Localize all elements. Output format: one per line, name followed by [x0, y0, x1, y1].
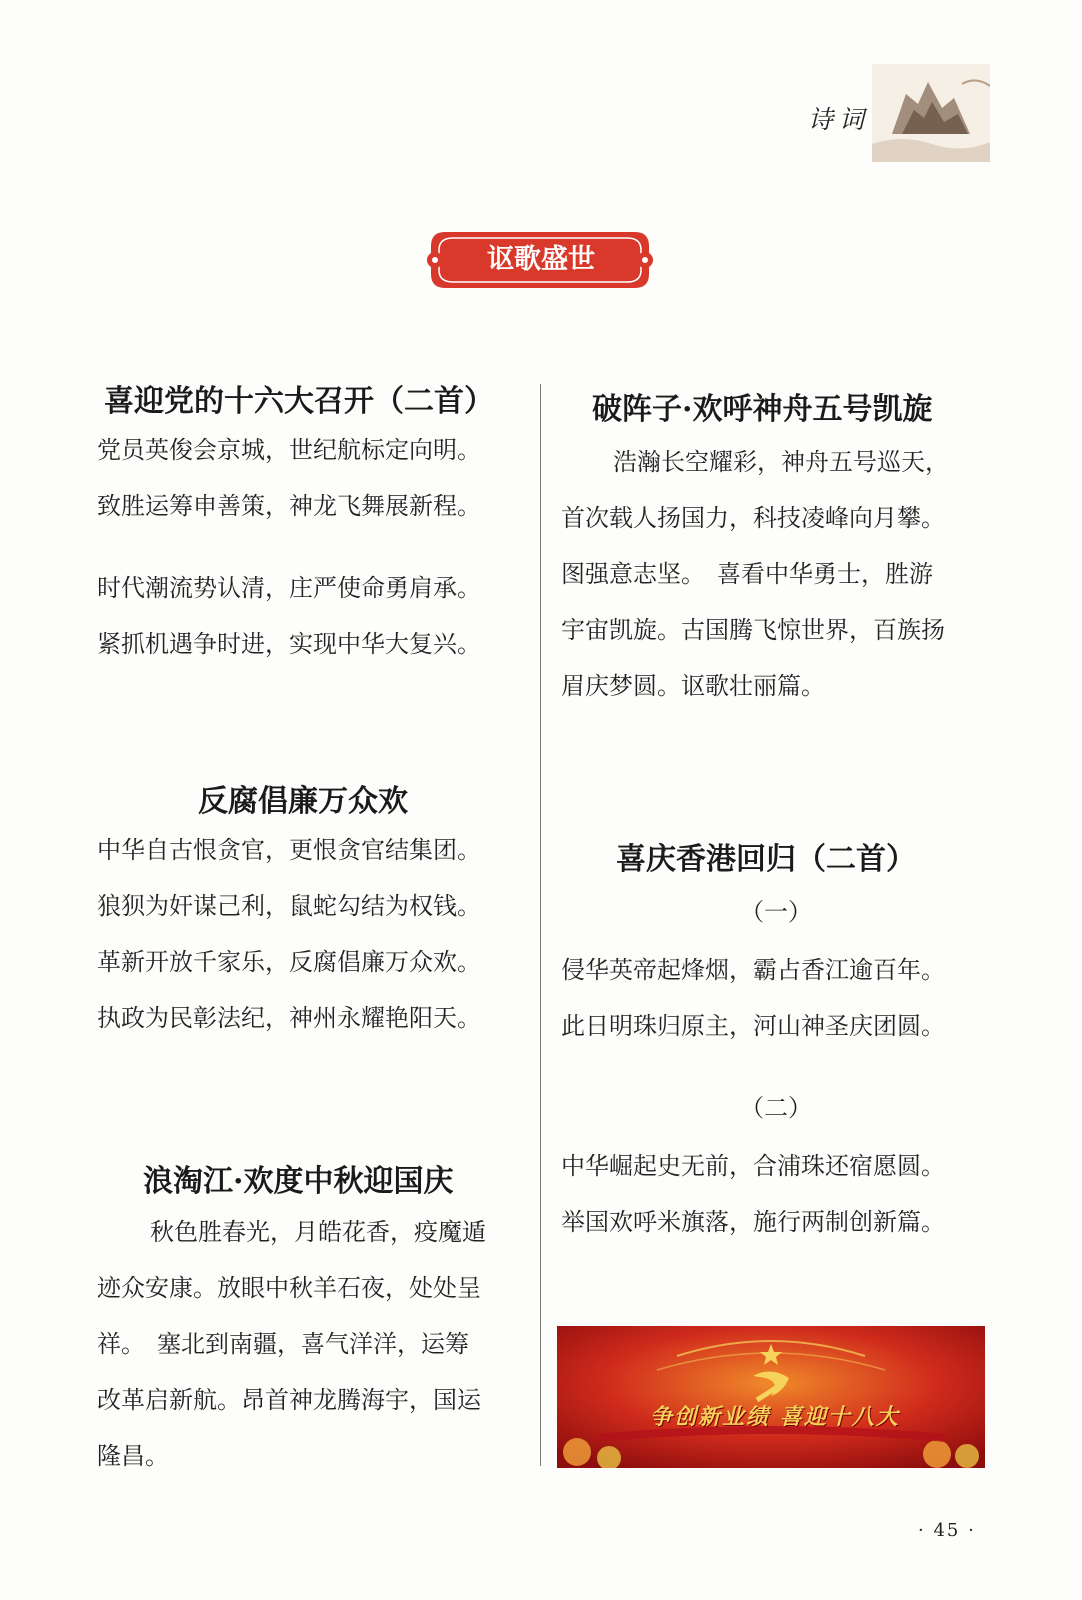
- poem-title: 浪淘江·欢度中秋迎国庆: [143, 1164, 454, 1199]
- poem-title: 破阵子·欢呼神舟五号凯旋: [592, 392, 933, 427]
- poem-line: 迹众安康。放眼中秋羊石夜，处处呈: [97, 1274, 481, 1302]
- poem-line: 祥。 塞北到南疆，喜气洋洋，运筹: [97, 1330, 469, 1358]
- party-congress-poster: [557, 1326, 985, 1468]
- poem-line: 紧抓机遇争时进，实现中华大复兴。: [97, 630, 481, 658]
- poster-slogan: 争创新业绩 喜迎十八大: [650, 1405, 900, 1430]
- poem-line: 秋色胜春光，月皓花香，疫魔遁: [150, 1218, 486, 1246]
- poem-line: 眉庆梦圆。讴歌壮丽篇。: [561, 672, 825, 700]
- poem-line: 中华崛起史无前，合浦珠还宿愿圆。: [561, 1152, 945, 1180]
- section-label: 诗词: [808, 105, 871, 134]
- poem-line: 宇宙凯旋。古国腾飞惊世界，百族扬: [561, 616, 945, 644]
- poem-line: 中华自古恨贪官，更恨贪官结集团。: [97, 836, 481, 864]
- poem-line: 举国欢呼米旗落，施行两制创新篇。: [561, 1208, 945, 1236]
- poem-line: 致胜运筹申善策，神龙飞舞展新程。: [97, 492, 481, 520]
- landscape-illustration: [872, 64, 990, 162]
- poem-line: 狼狈为奸谋己利，鼠蛇勾结为权钱。: [97, 892, 481, 920]
- poem-line: 此日明珠归原主，河山神圣庆团圆。: [561, 1012, 945, 1040]
- poem-line: 时代潮流势认清，庄严使命勇肩承。: [97, 574, 481, 602]
- poem-line: 党员英俊会京城，世纪航标定向明。: [97, 436, 481, 464]
- poem-line: 浩瀚长空耀彩，神舟五号巡天，: [613, 448, 949, 476]
- poem-line: 改革启新航。昂首神龙腾海宇，国运: [97, 1386, 481, 1414]
- page-number: · 45 ·: [918, 1520, 976, 1541]
- part-label: （二）: [740, 1094, 812, 1122]
- poem-line: 图强意志坚。 喜看中华勇士，胜游: [561, 560, 933, 588]
- poem-line: 首次载人扬国力，科技凌峰向月攀。: [561, 504, 945, 532]
- part-label: （一）: [740, 898, 812, 926]
- column-divider: [540, 384, 541, 1466]
- poem-title: 喜庆香港回归（二首）: [616, 842, 916, 877]
- poem-title: 喜迎党的十六大召开（二首）: [104, 384, 494, 419]
- poem-line: 革新开放千家乐，反腐倡廉万众欢。: [97, 948, 481, 976]
- poem-line: 侵华英帝起烽烟，霸占香江逾百年。: [561, 956, 945, 984]
- poem-line: 隆昌。: [97, 1442, 169, 1470]
- poem-line: 执政为民彰法纪，神州永耀艳阳天。: [97, 1004, 481, 1032]
- poem-title: 反腐倡廉万众欢: [198, 784, 408, 819]
- banner-title: 讴歌盛世: [487, 244, 595, 275]
